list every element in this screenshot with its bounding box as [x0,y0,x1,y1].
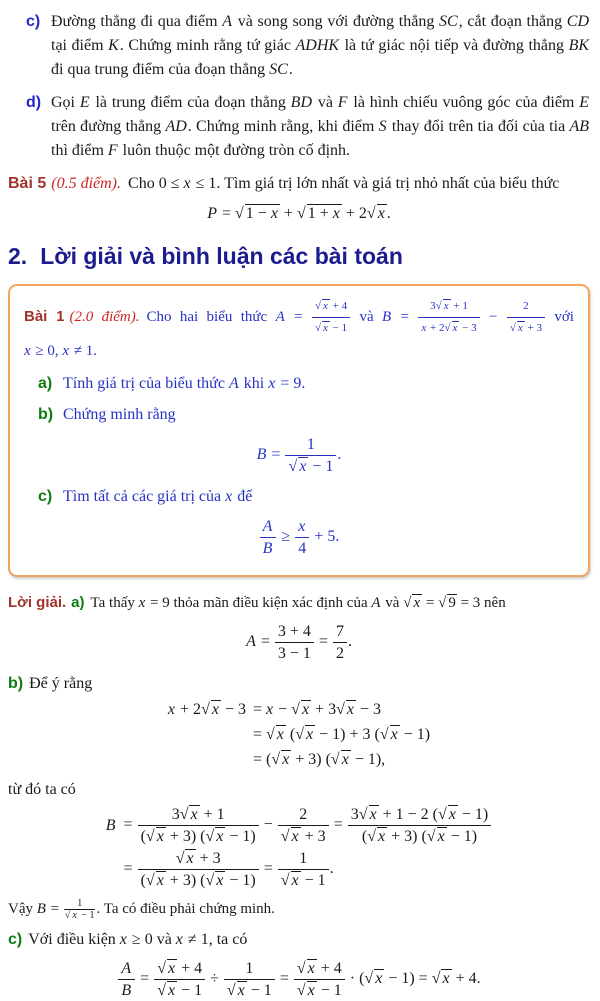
loi-giai-label: Lời giải. [8,594,67,611]
bai1-statement [24,296,574,363]
solution-a-text-1: Ta thấy [90,595,139,611]
bai1-intro-text-3: với [546,308,574,325]
bai5-number: Bài 5 [8,175,47,192]
bai1-intro-text-2: và [351,308,382,325]
solution-c-formula: $\frac{A}{B}$ = $\frac{√ x + 4}{√ x - 1}$ ÷ $\frac{1}{√ x - 1}$ = $\frac{√ x + 4}{√ x - 1}$ · (√ x − 1) = √ x + 4. [8,958,590,1001]
conclusion-math: B = $\frac{1}{√ x - 1}$ . [36,898,101,922]
bai1-formula-A: A = $\frac{√ x + 4}{√ x - 1}$ [276,309,352,325]
solution-a-math-3: √ x = √ 9 = 3 [403,595,481,611]
solution-a-label: a) [71,594,85,611]
problem-part-c [8,10,590,82]
solution-b-derivation-2 [106,804,492,891]
solution-a-paragraph [8,591,590,615]
solution-c-paragraph [8,928,590,952]
bai1-b-formula: B = $\frac{1}{√ x - 1}$ . [256,436,342,475]
equation-rhs: = $\frac{3√ x + 1}{(√ x + 3) (√ x - 1)}$ − $\frac{2}{√ x + 3}$ = $\frac{3√ x + 1 - 2 (√ x - 1)}{(√ x + 3) (√ x - 1)}$ [124,804,493,847]
solution-c-text-3: , ta có [208,931,248,949]
bai1-number: Bài 1 [24,307,65,325]
conclusion-text-2: Ta có điều phải chứng minh. [100,901,275,917]
solution-c-label: c) [8,931,23,949]
conclusion-text-1: Vậy [8,901,37,917]
bai1-condition: x ≥ 0, x ≠ 1. [24,343,98,359]
bai1-c-label: c) [38,488,53,505]
part-d-text: Gọi E là trung điểm của đoạn thẳng BD và F là hình chiếu vuông góc của điểm E trên đường thẳng AD. Chứng minh rằng, khi điểm S thay đổi trên tia đối của tia AB thì điểm F luôn thuộc một đường tròn cố định. [51,94,590,159]
part-c-label: c) [26,13,41,30]
solution-c-math-2: x ≠ 1 [175,931,209,949]
equation-rhs: = √ x (√ x − 1) + 3 (√ x − 1) [252,726,431,743]
solution-c-text-2: và [152,931,176,949]
solution-b-label: b) [8,675,24,692]
bai1-b-text: Chứng minh rằng [63,406,176,423]
bai5-formula: P = √ 1 − x + √ 1 + x + 2√ x . [207,205,391,222]
solution-a-text-2: thỏa mãn điều kiện xác định của [169,595,372,611]
solution-connector: từ đó ta có [8,781,76,798]
section-heading [8,242,590,270]
bai1-c-formula: $\frac{A}{B}$ ≥ $\frac{x}{4}$ + 5. [24,516,574,559]
bai1-intro-text-1: Cho hai biểu thức [146,308,276,325]
equation-rhs: = (√ x + 3) (√ x − 1), [252,751,386,768]
solution-a-formula: A = $\frac{3 + 4}{3 - 1}$ = $\frac{7}{2}$ . [246,623,352,662]
section-title: Lời giải và bình luận các bài toán [40,243,403,269]
section-number: 2. [8,243,28,269]
solution-a-text-3: và [381,595,404,611]
equation-rhs: = $\frac{√ x + 3}{(√ x + 3) (√ x - 1)}$ = $\frac{1}{√ x - 1}$ . [123,850,334,889]
bai1-b-label: b) [38,406,54,423]
bai1-part-c [24,485,574,509]
bai1-formula-B: B = $\frac{3√ x + 1}{x + 2√ x - 3}$ − $\frac{2}{√ x + 3}$ [382,309,546,325]
bai1-score: (2.0 điểm). [69,308,140,325]
solution-a-math-1: x = 9 [138,595,170,611]
solution-a-text-4: nên [480,595,506,611]
bai1-a-label: a) [38,375,53,392]
problem-part-d [8,91,590,163]
solution-b-conclusion [8,897,590,921]
bai1-problem-box [8,284,590,577]
bai5-text: Cho 0 ≤ x ≤ 1. Tìm giá trị lớn nhất và giá trị nhỏ nhất của biểu thức [128,175,560,192]
solution-a-math-2: A [371,595,381,611]
equation-lhs: B [105,816,116,834]
bai1-a-text: Tính giá trị của biểu thức A khi x = 9. [63,375,306,392]
part-c-text: Đường thẳng đi qua điểm A và song song với đường thẳng SC, cắt đoạn thẳng CD tại điểm K. Chứng minh rằng tứ giác ADHK là tứ giác nội tiếp và đường thẳng BK đi qua trung điểm của đoạn thẳng SC. [51,13,590,78]
equation-rhs: = x − √ x + 3√ x − 3 [252,701,381,718]
solution-b-paragraph [8,672,590,696]
solution-b-text: Để ý rằng [29,675,93,692]
bai1-part-a [24,372,574,396]
solution-b-derivation-1 [168,698,430,772]
bai5-statement [8,172,590,196]
solution-c-math-1: x ≥ 0 [119,931,153,949]
equation-lhs: x + 2√ x − 3 [167,701,246,718]
bai5-score: (0.5 điểm). [51,175,122,192]
part-d-label: d) [26,94,42,111]
bai1-part-b [24,403,574,427]
bai1-c-text: Tìm tất cả các giá trị của x để [63,488,253,505]
solution-c-text-1: Với điều kiện [28,931,120,949]
